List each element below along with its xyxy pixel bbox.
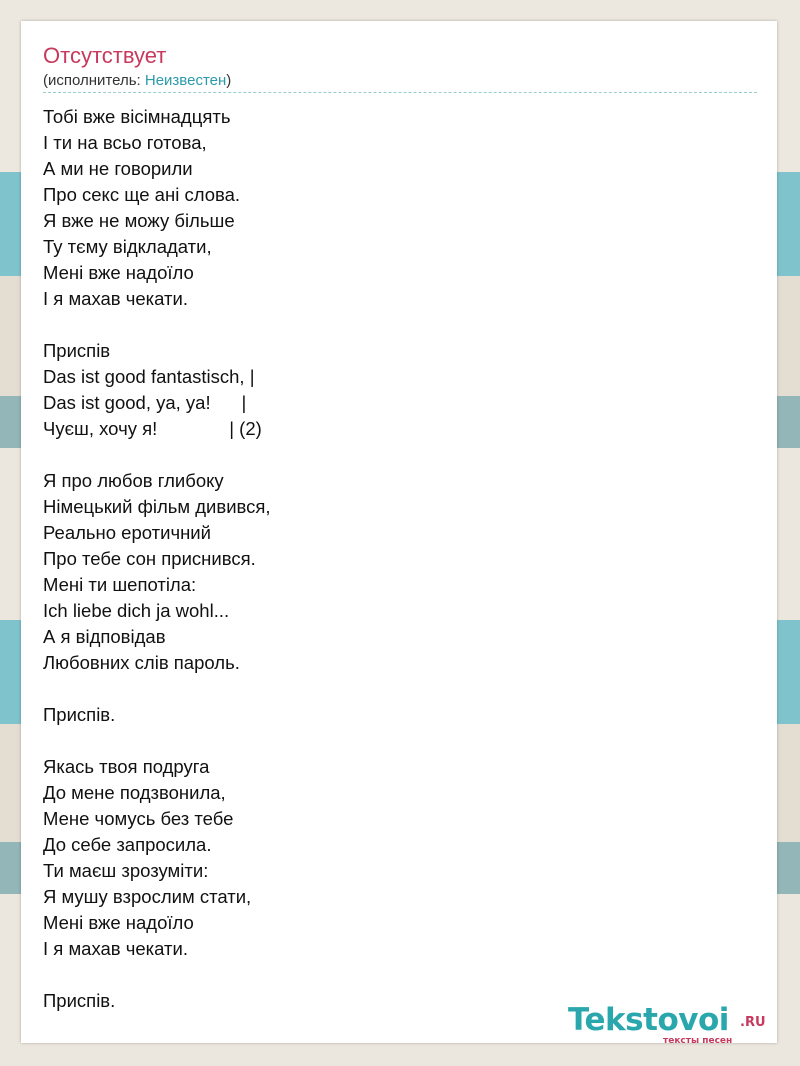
logo-tagline: тексты песен	[663, 1036, 733, 1046]
title-divider	[43, 92, 757, 93]
lyrics-text: Тобі вже вісімнадцять І ти на всьо готова, А ми не говорили Про секс ще ані слова. Я вже не можу більше Ту тєму відкладати, Мені вже надоїло І я махав чекати. Приспів Das ist good fantastisch, | Das ist good, ya, ya! | Чуєш, хочу я! | (2) Я про любов глибоку Німецький фільм дивився, Реально еротичний Про тебе сон приснився. Мені ти шепотіла: Ich liebe dich ja wohl... А я відповідав Любовних слів пароль. Приспів. Якась твоя подруга До мене подзвонила, Мене чомусь без тебе До себе запросила. Ти маєш зрозуміти: Я мушу взрослим стати, Мені вже надоїло І я махав чекати. Приспів.	[43, 106, 271, 1011]
artist-line	[43, 72, 231, 90]
logo-domain-suffix: .RU	[740, 1015, 766, 1030]
logo-wordmark: Tekstovoi	[568, 1002, 729, 1038]
artist-suffix: )	[226, 72, 232, 89]
site-logo[interactable]	[568, 1001, 778, 1051]
song-title: Отсутствует	[43, 43, 167, 68]
artist-link[interactable]: Неизвестен	[144, 72, 227, 89]
lyrics-card	[21, 21, 777, 1046]
artist-prefix: (исполнитель:	[43, 72, 145, 89]
